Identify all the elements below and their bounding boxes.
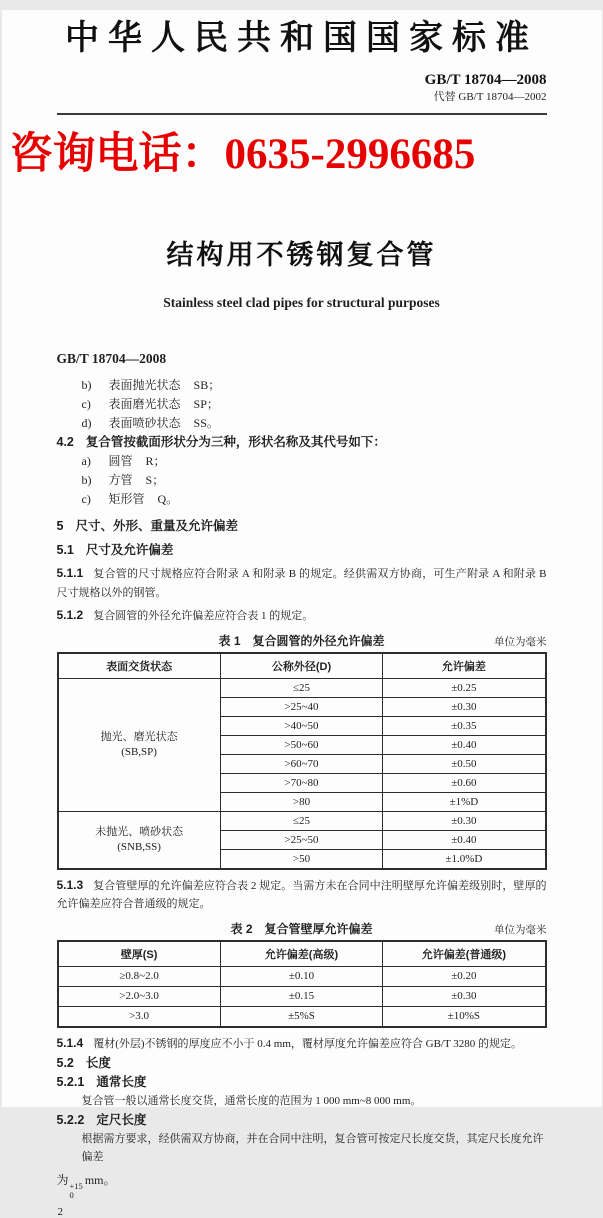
surface-state-cell (58, 811, 221, 869)
list-marker: d) (82, 414, 109, 433)
section-5-1-4-paragraph (57, 1034, 547, 1054)
replaces-note: 代替 GB/T 18704—2002 (57, 91, 547, 104)
surface-state-label: 抛光、磨光状态 (62, 730, 217, 745)
table-row (58, 966, 546, 986)
section-number: 5.1.3 (57, 878, 84, 892)
list-label: 矩形管 (109, 490, 145, 509)
table-cell: >40~50 (220, 716, 383, 735)
section-5-1-heading (57, 541, 547, 560)
list-code: SB； (194, 376, 221, 395)
list-code: SP； (194, 395, 219, 414)
section-number: 5 (57, 519, 64, 533)
list-marker: c) (82, 490, 109, 509)
section-5-2-2-body: 根据需方要求，经供需双方协商，并在合同中注明，复合管可按定尺长度交货，其定尺长度允许偏差 (57, 1130, 547, 1167)
section-number: 5.1.2 (57, 608, 84, 622)
section-text: 复合管按截面形状分为三种，形状名称及其代号如下： (86, 435, 386, 449)
table-cell: >25~40 (220, 697, 383, 716)
phone-watermark: 咨询电话：0635-2996685 (10, 120, 603, 181)
table-1-caption-row (57, 632, 547, 648)
list-label: 表面喷砂状态 (109, 414, 181, 433)
section-5-2-heading (57, 1054, 547, 1073)
table-1-caption: 表 1 复合圆管的外径允许偏差 (218, 634, 384, 648)
list-code: SS。 (194, 414, 219, 433)
table-cell: ±0.30 (383, 811, 546, 830)
list-item (57, 376, 547, 395)
section-text: 定尺长度 (96, 1113, 146, 1127)
surface-state-label: 未抛光、喷砂状态 (62, 825, 217, 840)
table-cell: ≥0.8~2.0 (58, 966, 221, 986)
table-cell: >25~50 (220, 830, 383, 849)
document-page (2, 10, 602, 1107)
list-code: Q。 (158, 490, 179, 509)
document-title-english: Stainless steel clad pipes for structural purposes (57, 295, 547, 311)
table-row (58, 678, 546, 697)
section-5-1-2-paragraph (57, 606, 547, 626)
length-tolerance-line (57, 1170, 547, 1202)
table-header-cell: 表面交货状态 (58, 653, 221, 679)
surface-state-cell (58, 678, 221, 811)
tolerance-upper: +15 (70, 1182, 83, 1192)
table-cell: ±5%S (220, 1006, 383, 1027)
section-number: 5.1 (57, 543, 74, 557)
standard-number-block (57, 71, 547, 104)
standard-number: GB/T 18704—2008 (57, 71, 547, 89)
table-cell: >3.0 (58, 1006, 221, 1027)
running-standard-number: GB/T 18704—2008 (57, 351, 547, 367)
table-row (58, 811, 546, 830)
table-header-cell: 允许偏差(高级) (220, 941, 383, 967)
table-cell: ±0.35 (383, 716, 546, 735)
table-header-cell: 允许偏差 (383, 653, 546, 679)
section-text: 尺寸、外形、重量及允许偏差 (75, 519, 238, 533)
table-header-cell: 公称外径(D) (220, 653, 383, 679)
section-number: 5.2.1 (57, 1075, 85, 1089)
list-item (57, 452, 547, 471)
section-text: 长度 (86, 1056, 111, 1070)
section-5-1-3-paragraph (57, 876, 547, 914)
section-5-heading (57, 517, 547, 536)
table-cell: ±0.30 (383, 697, 546, 716)
table-row (58, 986, 546, 1006)
paragraph-text: 复合管壁厚的允许偏差应符合表 2 规定。当需方未在合同中注明壁厚允许偏差级别时，壁厚的允许偏差应符合普通级的规定。 (57, 880, 547, 911)
section-5-2-1-body: 复合管一般以通常长度交货，通常长度的范围为 1 000 mm~8 000 mm。 (57, 1092, 547, 1111)
table-cell: ±0.50 (383, 754, 546, 773)
table-cell: >80 (220, 792, 383, 811)
list-label: 表面抛光状态 (109, 376, 181, 395)
tolerance-prefix: 为 (57, 1173, 69, 1187)
list-marker: b) (82, 376, 109, 395)
section-number: 5.1.1 (57, 566, 84, 580)
table-cell: ±0.40 (383, 735, 546, 754)
table-cell: >50 (220, 849, 383, 869)
table-header-row (58, 941, 546, 967)
table-cell: ≤25 (220, 811, 383, 830)
list-label: 圆管 (109, 452, 133, 471)
table-cell: >50~60 (220, 735, 383, 754)
section-text: 尺寸及允许偏差 (86, 543, 174, 557)
tolerance-stack (70, 1182, 83, 1202)
national-standard-header: 中华人民共和国国家标准 (57, 10, 547, 59)
list-label: 方管 (109, 471, 133, 490)
table-2-unit-note: 单位为毫米 (494, 922, 547, 937)
list-label: 表面磨光状态 (109, 395, 181, 414)
table-cell: ±1%D (383, 792, 546, 811)
table-row (58, 1006, 546, 1027)
list-code: R； (146, 452, 166, 471)
section-number: 5.2.2 (57, 1113, 85, 1127)
table-cell: ±0.20 (383, 966, 546, 986)
table-cell: ±0.25 (383, 678, 546, 697)
list-item (57, 490, 547, 509)
surface-state-code: (SNB,SS) (62, 840, 217, 855)
table-cell: ±1.0%D (383, 849, 546, 869)
document-title-chinese: 结构用不锈钢复合管 (57, 233, 547, 272)
list-marker: a) (82, 452, 109, 471)
section-5-2-2-heading (57, 1111, 547, 1130)
table-cell: >70~80 (220, 773, 383, 792)
list-marker: b) (82, 471, 109, 490)
section-5-2-1-heading (57, 1073, 547, 1092)
section-4-2-list (57, 452, 547, 509)
page-number: 2 (57, 1206, 547, 1218)
table-cell: ≤25 (220, 678, 383, 697)
section-number: 4.2 (57, 435, 74, 449)
list-item (57, 395, 547, 414)
table-2-caption-row (57, 920, 547, 936)
list-marker: c) (82, 395, 109, 414)
table-cell: ±0.10 (220, 966, 383, 986)
table-cell: ±0.15 (220, 986, 383, 1006)
section-5-1-1-paragraph (57, 564, 547, 602)
tolerance-suffix: mm。 (85, 1173, 116, 1187)
header-rule (57, 113, 547, 115)
list-item (57, 471, 547, 490)
table-1-outer-diameter-tolerance (57, 652, 547, 870)
paragraph-text: 复合管的尺寸规格应符合附录 A 和附录 B 的规定。经供需双方协商，可生产附录 A 和附录 B 尺寸规格以外的钢管。 (57, 568, 547, 599)
paragraph-text: 覆材(外层)不锈钢的厚度应不小于 0.4 mm，覆材厚度允许偏差应符合 GB/T 3280 的规定。 (93, 1038, 522, 1050)
table-cell: ±10%S (383, 1006, 546, 1027)
table-header-row (58, 653, 546, 679)
section-4-1-list (57, 376, 547, 433)
section-4-2-heading (57, 433, 547, 452)
list-code: S； (146, 471, 165, 490)
table-2-wall-thickness-tolerance (57, 940, 547, 1028)
section-number: 5.1.4 (57, 1036, 84, 1050)
surface-state-code: (SB,SP) (62, 745, 217, 760)
table-cell: >2.0~3.0 (58, 986, 221, 1006)
table-1-unit-note: 单位为毫米 (494, 634, 547, 649)
table-header-cell: 允许偏差(普通级) (383, 941, 546, 967)
table-2-caption: 表 2 复合管壁厚允许偏差 (230, 922, 372, 936)
table-cell: ±0.40 (383, 830, 546, 849)
paragraph-text: 复合圆管的外径允许偏差应符合表 1 的规定。 (93, 610, 313, 622)
section-number: 5.2 (57, 1056, 74, 1070)
tolerance-lower: 0 (70, 1191, 74, 1201)
table-header-cell: 壁厚(S) (58, 941, 221, 967)
table-cell: >60~70 (220, 754, 383, 773)
table-cell: ±0.60 (383, 773, 546, 792)
section-text: 通常长度 (96, 1075, 146, 1089)
list-item (57, 414, 547, 433)
table-cell: ±0.30 (383, 986, 546, 1006)
